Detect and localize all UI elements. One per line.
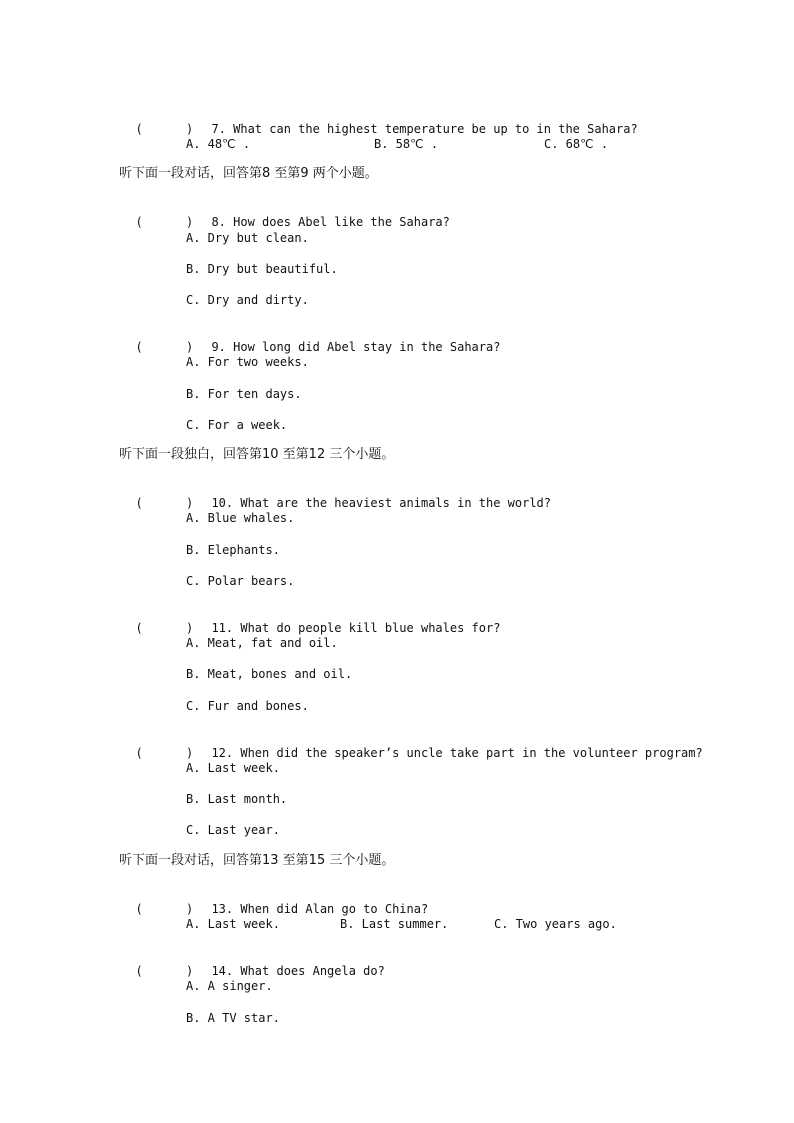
answer-blank[interactable]: ( ): [135, 621, 194, 635]
option-c: C. 68℃ .: [544, 137, 609, 151]
question-text: 9. How long did Abel stay in the Sahara?: [211, 340, 501, 354]
option-a: A. Blue whales.: [186, 511, 295, 525]
option-c: C. Dry and dirty.: [186, 293, 309, 307]
question-11: [121, 604, 500, 636]
option-c: C. Polar bears.: [186, 574, 295, 588]
option-a: A. Last week.: [186, 761, 280, 775]
question-text: 12. When did the speaker’s uncle take part in the volunteer program?: [211, 746, 703, 760]
option-b: B. Last summer.: [340, 917, 449, 931]
option-a: A. For two weeks.: [186, 355, 309, 369]
answer-blank[interactable]: ( ): [135, 215, 194, 229]
option-c: C. For a week.: [186, 418, 288, 432]
answer-blank[interactable]: ( ): [135, 964, 194, 978]
question-text: 8. How does Abel like the Sahara?: [211, 215, 450, 229]
option-b: B. A TV star.: [186, 1011, 280, 1025]
question-text: 14. What does Angela do?: [211, 964, 385, 978]
option-b: B. Last month.: [186, 792, 288, 806]
answer-blank[interactable]: ( ): [135, 902, 194, 916]
option-a: A. Last week.: [186, 917, 280, 931]
question-7: [121, 105, 638, 137]
question-text: 10. What are the heaviest animals in the world?: [211, 496, 552, 510]
option-c: C. Last year.: [186, 823, 280, 837]
question-text: 11. What do people kill blue whales for?: [211, 621, 501, 635]
option-a: A. A singer.: [186, 979, 273, 993]
option-b: B. 58℃ .: [374, 137, 439, 151]
section-instruction: 听下面一段对话，回答第8 至第9 两个小题。: [119, 166, 378, 181]
question-12: [121, 729, 703, 761]
option-c: C. Fur and bones.: [186, 699, 309, 713]
option-b: B. For ten days.: [186, 387, 302, 401]
question-10: [121, 479, 551, 511]
question-9: [121, 323, 500, 355]
option-b: B. Meat, bones and oil.: [186, 667, 353, 681]
answer-blank[interactable]: ( ): [135, 496, 194, 510]
section-instruction: 听下面一段对话，回答第13 至第15 三个小题。: [119, 853, 395, 868]
question-text: 7. What can the highest temperature be up to in the Sahara?: [211, 122, 638, 136]
answer-blank[interactable]: ( ): [135, 122, 194, 136]
section-instruction: 听下面一段独白，回答第10 至第12 三个小题。: [119, 447, 395, 462]
option-a: A. Dry but clean.: [186, 231, 309, 245]
question-13: [121, 885, 428, 917]
question-14: [121, 947, 385, 979]
answer-blank[interactable]: ( ): [135, 746, 194, 760]
option-a: A. 48℃ .: [186, 137, 251, 151]
option-c: C. Two years ago.: [494, 917, 617, 931]
option-b: B. Elephants.: [186, 543, 280, 557]
question-text: 13. When did Alan go to China?: [211, 902, 429, 916]
option-b: B. Dry but beautiful.: [186, 262, 338, 276]
answer-blank[interactable]: ( ): [135, 340, 194, 354]
option-a: A. Meat, fat and oil.: [186, 636, 338, 650]
question-8: [121, 198, 450, 230]
